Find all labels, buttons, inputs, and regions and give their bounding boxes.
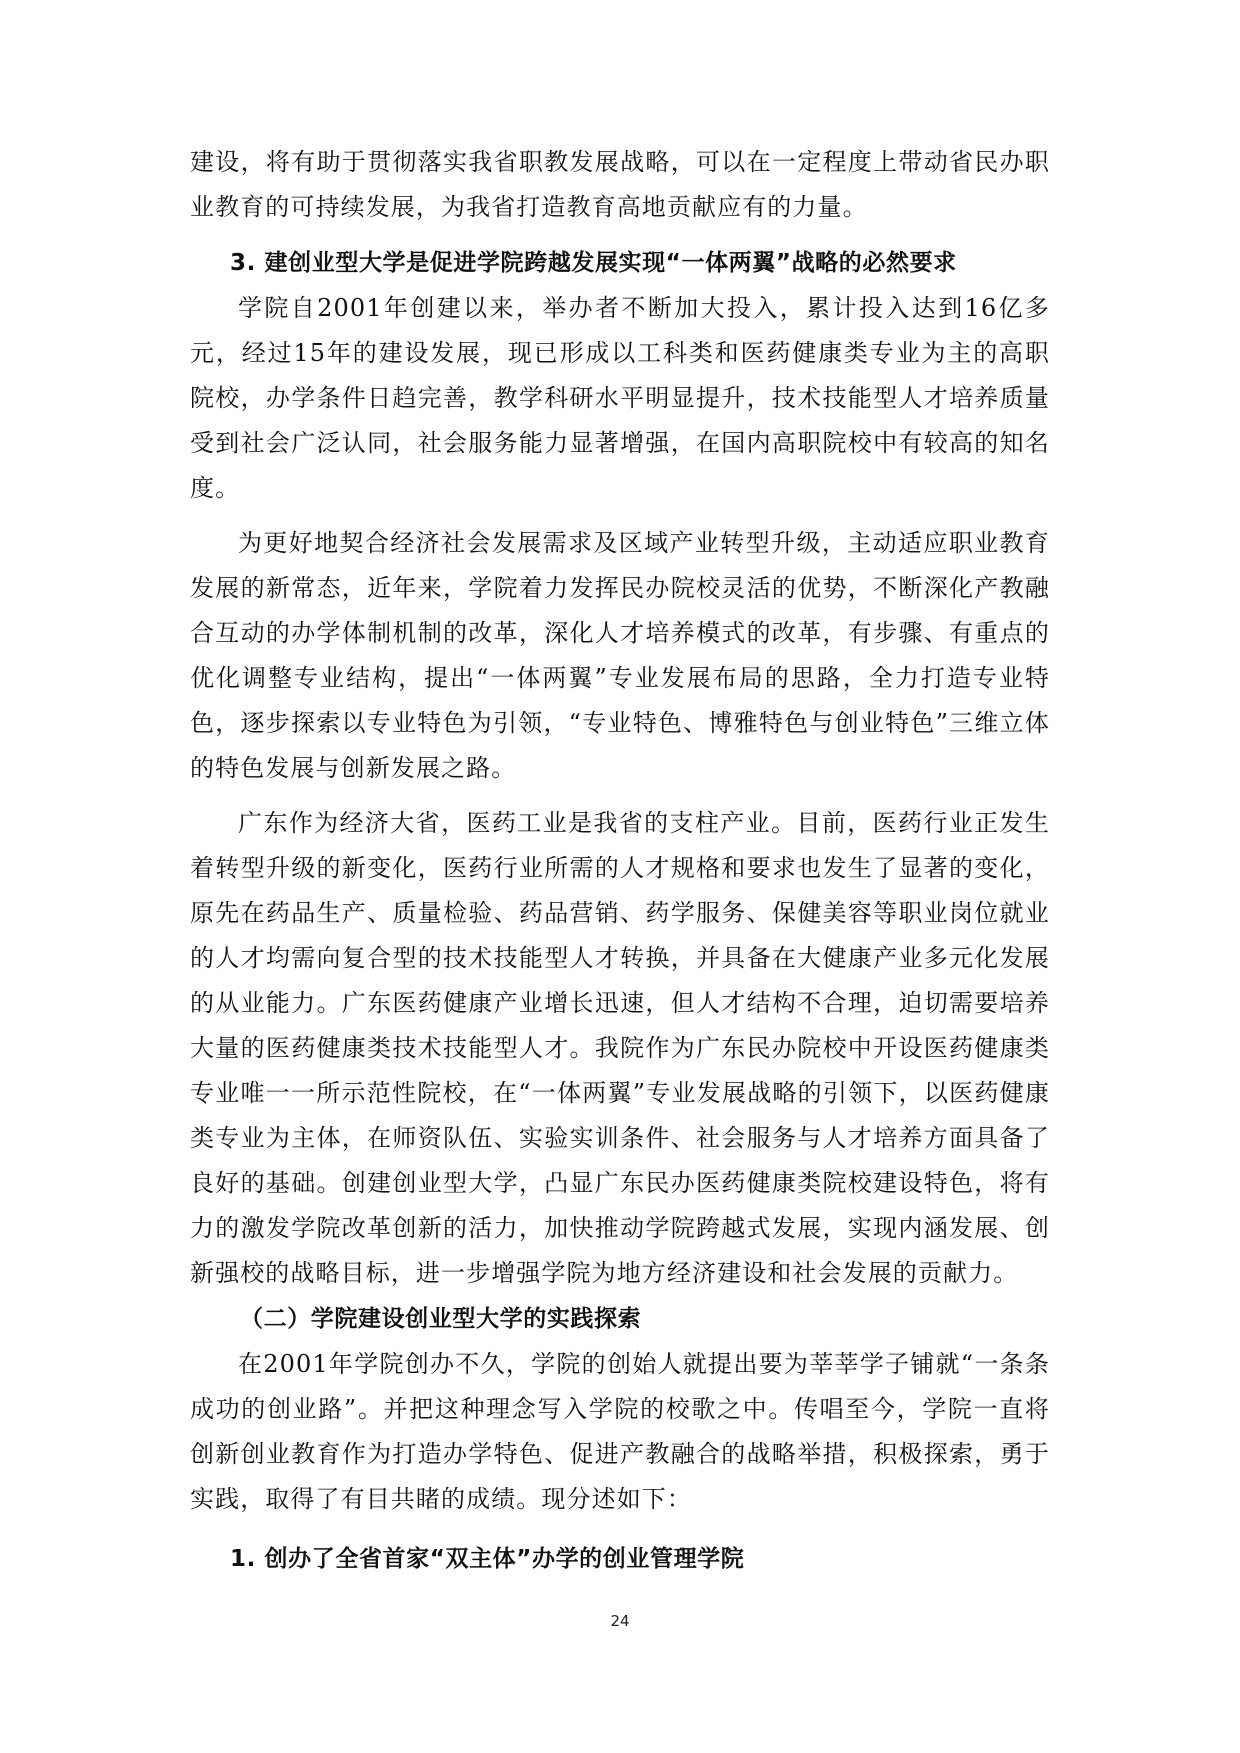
paragraph-new-normal: 为更好地契合经济社会发展需求及区域产业转型升级，主动适应职业教育发展的新常态，近年来，学院着力发挥民办院校灵活的优势，不断深化产教融合互动的办学体制机制的改革，深化人才培养模式的改革，有步骤、有重点的优化调整专业结构，提出“一体两翼”专业发展布局的思路，全力打造专业特色，逐步探索以专业特色为引领，“专业特色、博雅特色与创业特色”三维立体的特色发展与创新发展之路。 — [190, 529, 1050, 782]
paragraph-practice: 在2001年学院创办不久，学院的创始人就提出要为莘莘学子铺就“一条条成功的创业路”。并把这种理念写入学院的校歌之中。传唱至今，学院一直将创新创业教育作为打造办学特色、促进产教融合的战略举措，积极探索，勇于实践，取得了有目共睹的成绩。现分述如下： — [190, 1350, 1050, 1513]
page-number: 24 — [610, 1612, 630, 1630]
paragraph-college-history: 学院自2001年创建以来，举办者不断加大投入，累计投入达到16亿多元，经过15年的建设发展，现已形成以工科类和医药健康类专业为主的高职院校，办学条件日趋完善，教学科研水平明显提升，技术技能型人才培养质量受到社会广泛认同，社会服务能力显著增强，在国内高职院校中有较高的知名度。 — [190, 294, 1050, 502]
heading-section-2: （二）学院建设创业型大学的实践探索 — [240, 1306, 642, 1332]
document-body — [190, 140, 1050, 1582]
heading-point-3: 3. 建创业型大学是促进学院跨越发展实现“一体两翼”战略的必然要求 — [230, 250, 957, 276]
heading-point-1: 1. 创办了全省首家“双主体”办学的创业管理学院 — [230, 1546, 745, 1572]
paragraph-continuation: 建设，将有助于贯彻落实我省职教发展战略，可以在一定程度上带动省民办职业教育的可持续发展，为我省打造教育高地贡献应有的力量。 — [190, 148, 1050, 221]
paragraph-guangdong-pharma: 广东作为经济大省，医药工业是我省的支柱产业。目前，医药行业正发生着转型升级的新变化，医药行业所需的人才规格和要求也发生了显著的变化，原先在药品生产、质量检验、药品营销、药学服务、保健美容等职业岗位就业的人才均需向复合型的技术技能型人才转换，并具备在大健康产业多元化发展的从业能力。广东医药健康产业增长迅速，但人才结构不合理，迫切需要培养大量的医药健康类技术技能型人才。我院作为广东民办院校中开设医药健康类专业唯一一所示范性院校，在“一体两翼”专业发展战略的引领下，以医药健康类专业为主体，在师资队伍、实验实训条件、社会服务与人才培养方面具备了良好的基础。创建创业型大学，凸显广东民办医药健康类院校建设特色，将有力的激发学院改革创新的活力，加快推动学院跨越式发展，实现内涵发展、创新强校的战略目标，进一步增强学院为地方经济建设和社会发展的贡献力。 — [190, 809, 1050, 1287]
